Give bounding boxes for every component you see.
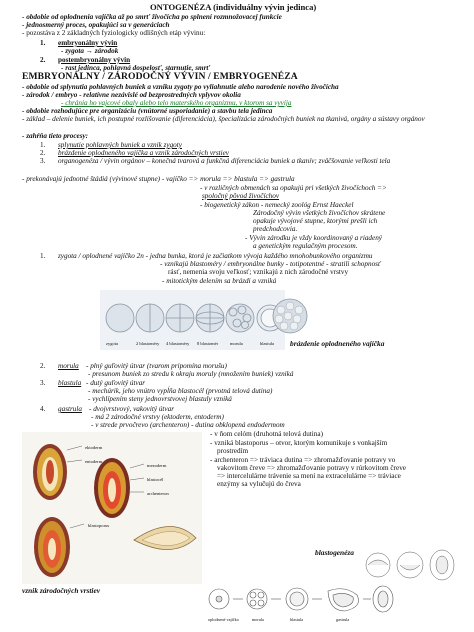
process-text: splynutie pohlavných buniek a vznik zygoty (58, 141, 182, 149)
gastrula-note: => intercelulárne trávenie sa mení na extracelulárne => tráviace (217, 472, 401, 480)
blastogenesis-caption: blastogenéza (315, 548, 355, 557)
detail-name: blastula (58, 379, 82, 387)
haeckel-line: - v rozličných obmenách sa opakujú pri všetkých živočíchoch => (200, 184, 387, 192)
process-number: 3. (40, 157, 46, 165)
blasto-label: morula (252, 617, 264, 622)
intro-line: - pozostáva z 2 základných fyziologicky odlišných etáp vývinu: (22, 29, 206, 37)
figure-label: entoderm (85, 459, 103, 464)
detail-number: 2. (40, 362, 46, 370)
haeckel-line: - biogenetický zákon - nemecký zoológ Ernst Haeckel (200, 201, 354, 209)
cleavage-label: 4 blastoméry (166, 341, 190, 346)
gastrula-note: enzýmy sa vylučujú do čreva (217, 480, 301, 488)
blasto-label: gastrula (336, 617, 350, 622)
detail-line: - má 2 zárodočné vrstvy (ektoderm, entoderm) (91, 413, 224, 421)
cleavage-caption: brázdenie oplodneného vajíčka (290, 339, 385, 348)
detail-line: - v strede prvočrevo (archenteron) - dutina obklopená endodermom (91, 421, 285, 429)
process-number: 1. (40, 141, 46, 149)
intro-line: - jednosmerný proces, opakujúci sa v generáciach (22, 21, 170, 29)
section-line: - zahŕňa tieto procesy: (22, 132, 89, 140)
section-line: - základ – delenie buniek, ich postupné rozlišovanie (diferenciácia), špecializácia zárodočných buniek na tkanivá, orgány a sústavy orgánov (22, 115, 425, 123)
haeckel-line: opakuje vývojové stupne, ktorými prešli ich (253, 217, 378, 225)
section-line: - obdobie od splynutia pohlavných buniek a vzniku zygoty po vyliahnutie alebo narodenie nového živočícha (22, 83, 339, 91)
cleavage-label: 2 blastoméry (136, 341, 160, 346)
zygote-line: - mitotickým delením sa brázdi a vzniká (162, 277, 277, 285)
intro-line: - obdobie od oplodnenia vajíčka až po smrť živočícha po splnení rozmnožovacej funkcie (22, 13, 282, 21)
gastrula-note: - vzniká blastoporus – otvor, ktorým komunikuje s vonkajším (210, 439, 388, 447)
gastrula-note: - archenteron => tráviaca dutina => zhromažďovanie potravy vo (210, 456, 396, 464)
blastogenesis-sketch (360, 540, 460, 590)
gastrula-note: vakovitom čreve => zhromažďovanie potravy v rúrkovitom čreve (217, 464, 406, 472)
stage-number: 2. (40, 56, 46, 64)
zygote-line: - vznikajú blastoméry / embryonálne bunky - totipotentné - stratili schopnosť (160, 260, 381, 268)
haeckel-line: Zárodočný vývin všetkých živočíchov skrátene (253, 209, 386, 217)
figure-label: ektoderm (85, 445, 103, 450)
section-heading: EMBRYONÁLNY / ZÁRODOČNÝ VÝVIN / EMBRYOGENÉZA (22, 71, 298, 82)
zygote-number: 1. (40, 252, 46, 260)
detail-line: - dutý guľovitý útvar (86, 379, 146, 387)
cleavage-label: blastula (260, 341, 274, 346)
detail-name: morula (58, 362, 79, 370)
zygote-line: rásť, nemenia svoju veľkosť; vznikajú z nich zárodočné vrstvy (168, 268, 349, 276)
blasto-label: oplodnené vajíčko (208, 617, 239, 622)
blasto-label: blastula (290, 617, 304, 622)
stage-desc: - zygota → zárodok (61, 47, 119, 55)
section-line: - chránia ho vajcové obaly alebo telo materského organizmu, v ktorom sa vyvíja (61, 99, 292, 107)
cleavage-image (100, 290, 285, 350)
haeckel-line: predchodcovia. (253, 225, 298, 233)
detail-line: - presunom buniek zo stredu k okraju moruly (množením buniek) vzniká (88, 370, 294, 378)
cleavage-label: 8 blastomér (197, 341, 219, 346)
germ-layers-figure (22, 432, 202, 584)
detail-line: - mechúrik, jeho vnútro vypĺňa blastocél (prvotná telová dutina) (88, 387, 273, 395)
process-number: 2. (40, 149, 46, 157)
detail-number: 3. (40, 379, 46, 387)
cleavage-label: zygota (106, 341, 118, 346)
page-title: ONTOGENÉZA (individuálny vývin jedinca) (150, 2, 317, 12)
detail-line: - vychlípením steny jednovrstvovej blastuly vzniká (88, 395, 232, 403)
process-text: brázdenie oplodneného vajíčka a vznik zárodočných vrstiev (58, 149, 229, 157)
gastrula-note: - v ňom celóm (druhotná telová dutina) (210, 430, 323, 438)
stage-name: embryonálny vývin (58, 39, 118, 47)
gastrula-note: prostredím (217, 447, 249, 455)
zygote-line: zygota / oplodnené vajíčko 2n - jedna bunka, ktorá je začiatkom vývoja každého mnohobunkového organizmu (58, 252, 373, 260)
detail-name: gastrula (58, 405, 82, 413)
section-line: - obdobie rozhodujúce pre organizáciu (vnútorné usporiadanie) a stavbu tela jedinca (22, 107, 273, 115)
stage-number: 1. (40, 39, 46, 47)
detail-line: - dvojvrstvový, vakovitý útvar (89, 405, 175, 413)
detail-line: - plný guľovitý útvar (tvarom pripomína morušu) (86, 362, 227, 370)
figure-label: blastoporus (88, 523, 110, 528)
figure-label: mezoderm (147, 463, 167, 468)
cleavage-label: morula (230, 341, 243, 346)
germ-layers-caption: vznik zárodočných vrstiev (22, 586, 101, 595)
haeckel-line: - Vývin zárodku je vždy koordinovaný a riadený (245, 234, 382, 242)
process-text: organogenéza / vývin orgánov – konečná tvarová a funkčná diferenciácia buniek a tkanív; zväčšovanie veľkosti tela (58, 157, 391, 165)
haeckel-line: a genetickým regulačným procesom. (253, 242, 358, 250)
section-line: - zárodok / embryo - relatívne nezávislé od bezprostredných vplyvov okolia (22, 91, 241, 99)
haeckel-line: spoločný pôvod živočíchov (202, 192, 280, 200)
figure-label: blastocél (147, 477, 164, 482)
blastula-image (265, 296, 315, 336)
figure-label: archenteron (147, 491, 169, 496)
stage-name: postembryonálny vývin (58, 56, 131, 64)
key-stages-line: - prekonávajú jednotné štádiá (vývinové stupne) - vajíčko => morula => blastula => gastrula (22, 175, 295, 183)
stage-desc: - rast jedinca, pohlavná dospelosť, starnutie, smrť (61, 64, 211, 72)
detail-number: 4. (40, 405, 46, 413)
